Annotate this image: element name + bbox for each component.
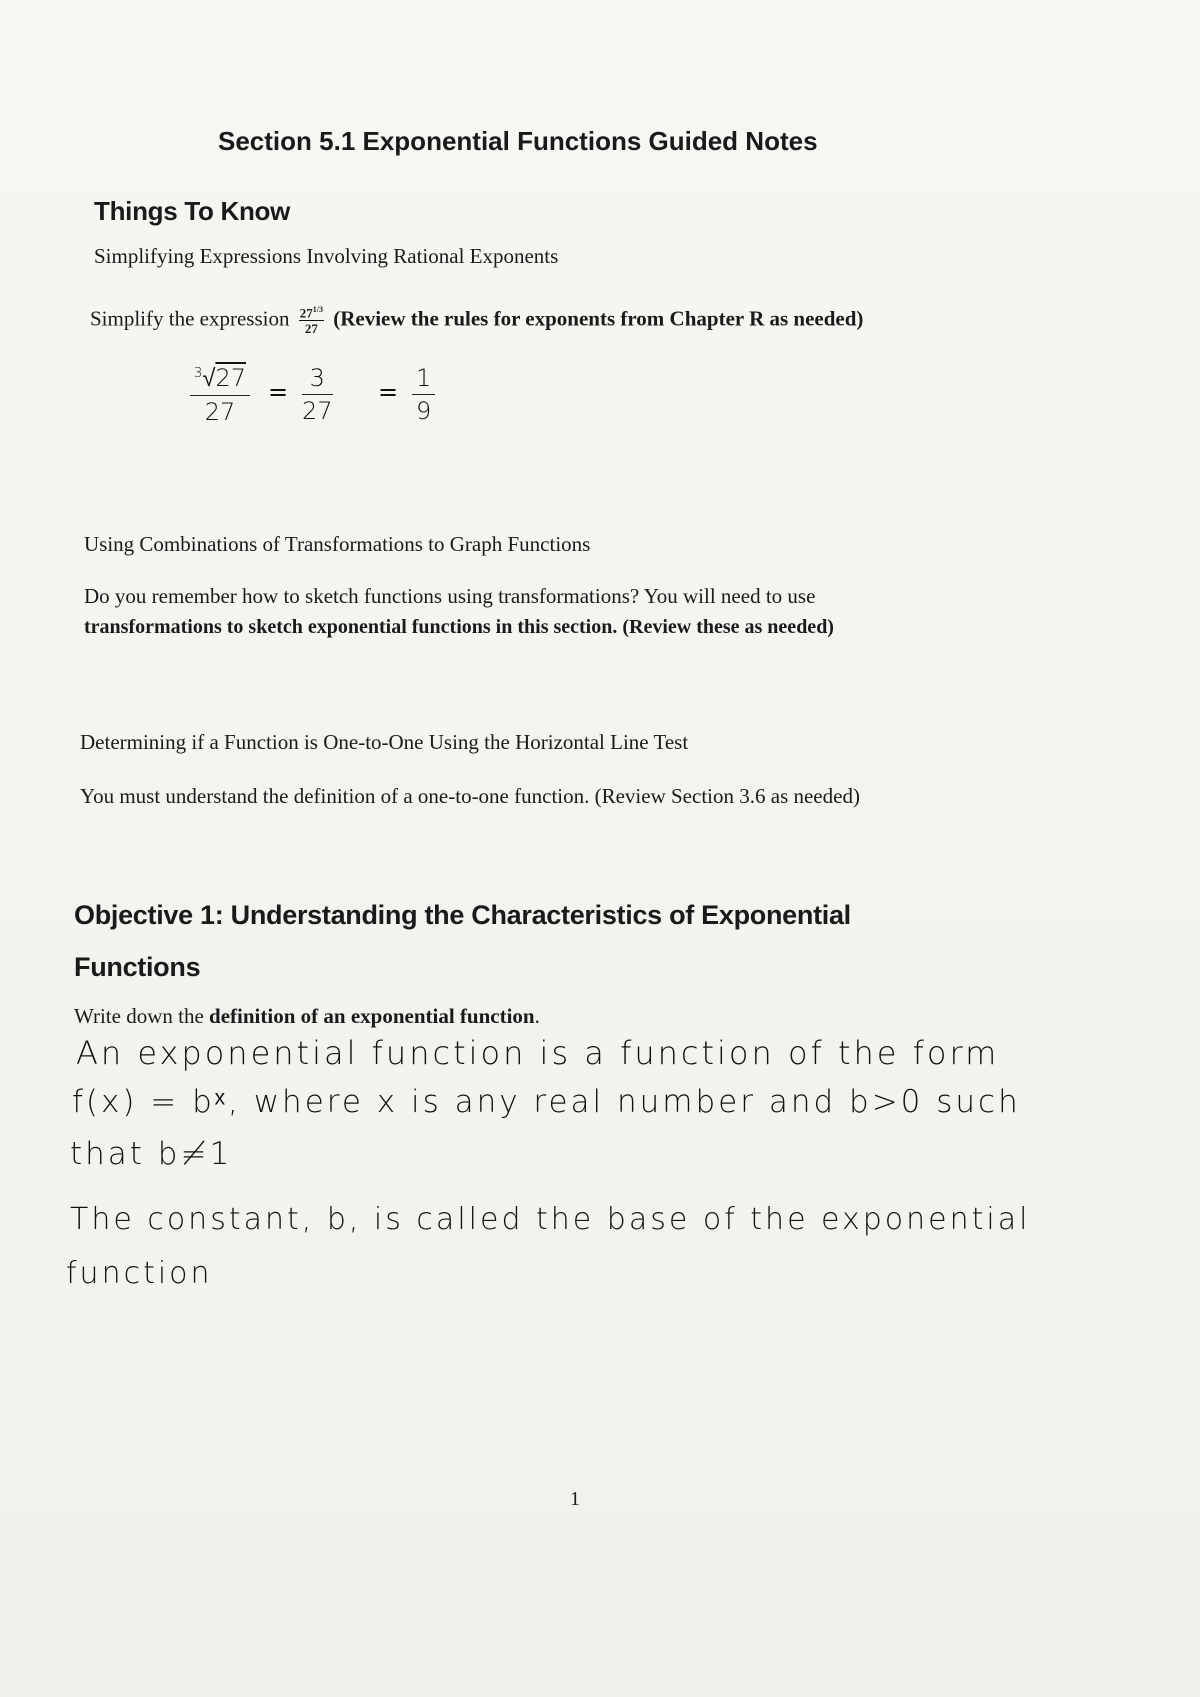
objective-heading-line-2: Functions <box>74 952 201 982</box>
hand-fraction-1: $^3$√27 27 <box>190 364 250 426</box>
one-to-one-line: You must understand the definition of a one-to-one function. (Review Section 3.6 as needed) <box>80 784 860 808</box>
simplify-prompt-before: Simplify the expression <box>90 306 290 331</box>
hand-fraction-2 <box>302 364 333 425</box>
objective-heading-line-1: Objective 1: Understanding the Characteristics of Exponential <box>74 900 851 930</box>
simplify-prompt-after: (Review the rules for exponents from Chapter R as needed) <box>333 306 864 331</box>
transformations-subheading: Using Combinations of Transformations to Graph Functions <box>84 532 591 556</box>
transformations-line-1: Do you remember how to sketch functions using transformations? You will need to use <box>84 584 816 608</box>
page-title: Section 5.1 Exponential Functions Guided Notes <box>218 126 818 156</box>
hand-fraction-3-num: 1 <box>412 364 435 395</box>
handwritten-definition-line-2: f(x) = bˣ, where x is any real number and b>0 such <box>72 1084 1021 1120</box>
hand-fraction-2-num: 3 <box>302 364 333 395</box>
transformations-line-2: transformations to sketch exponential functions in this section. (Review these as needed) <box>84 616 834 638</box>
simplify-prompt <box>90 306 863 335</box>
hand-fraction-3 <box>412 364 435 425</box>
hand-equals-1: = <box>268 378 289 406</box>
hand-equals-2: = <box>378 378 399 406</box>
fraction-denominator: 27 <box>304 321 318 337</box>
fraction-num-base: 27 <box>299 305 313 321</box>
handwritten-definition-line-3: that b≠1 <box>70 1136 233 1172</box>
page-number: 1 <box>570 1488 580 1510</box>
hand-fraction-1-den: 27 <box>204 398 236 426</box>
write-suffix: . <box>534 1004 540 1028</box>
write-definition-prompt <box>74 1004 540 1029</box>
root-radicand: 27 <box>215 364 246 392</box>
fraction-num-exponent: 1/3 <box>312 305 323 314</box>
things-to-know-heading: Things To Know <box>94 196 291 226</box>
one-to-one-subheading: Determining if a Function is One-to-One Using the Horizontal Line Test <box>80 730 689 754</box>
handwritten-definition-line-1: An exponential function is a function of the form <box>76 1034 1000 1072</box>
root-index: 3 <box>194 366 203 381</box>
write-bold: definition of an exponential function <box>209 1004 535 1028</box>
handwritten-definition-line-4: The constant, b, is called the base of the exponential <box>70 1202 1031 1237</box>
hand-fraction-3-den: 9 <box>416 397 432 425</box>
handwritten-definition-line-5: function <box>66 1256 213 1291</box>
hand-fraction-2-den: 27 <box>302 397 333 425</box>
expression-fraction <box>299 306 324 335</box>
write-prefix: Write down the <box>74 1004 210 1028</box>
rational-exponents-subheading: Simplifying Expressions Involving Rational Exponents <box>94 244 559 268</box>
